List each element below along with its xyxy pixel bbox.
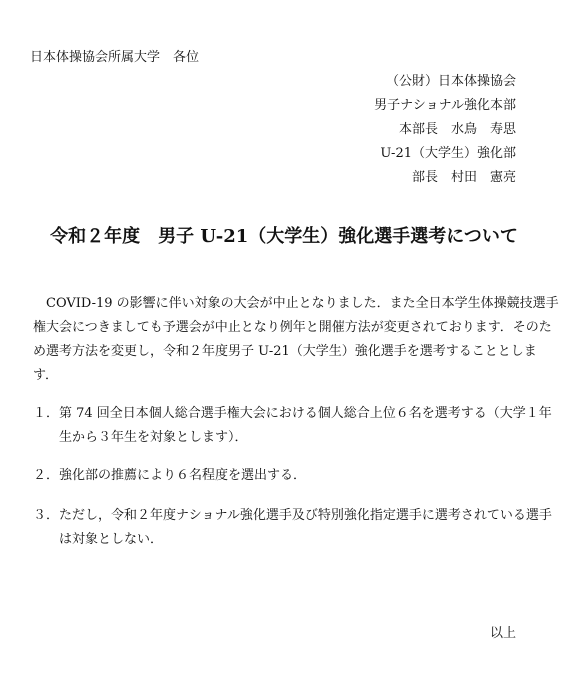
sender-department: 男子ナショナル強化本部 [374, 98, 516, 113]
list-item-1-line: １．第 74 回全日本個人総合選手権大会における個人総合上位６名を選考する（大学１年 [33, 406, 552, 421]
sender-subdepartment: U-21（大学生）強化部 [380, 146, 516, 161]
document-title: 令和２年度 男子 U-21（大学生）強化選手選考について [50, 226, 518, 247]
intro-line: 権大会につきましても予選会が中止となり例年と開催方法が変更されております．そのた [33, 320, 552, 335]
sender-manager: 部長 村田 憲亮 [411, 170, 516, 185]
sender-organization: （公財）日本体操協会 [385, 74, 516, 89]
intro-line: す． [33, 368, 58, 383]
intro-line: め選考方法を変更し，令和２年度男子 U-21（大学生）強化選手を選考することとしま [33, 344, 537, 359]
list-item-1-line: 生から３年生を対象とします）． [33, 430, 248, 445]
closing-mark: 以上 [489, 626, 516, 641]
sender-director: 本部長 水鳥 寿思 [398, 122, 516, 137]
intro-line: COVID-19 の影響に伴い対象の大会が中止となりました．また全日本学生体操競技選手 [33, 296, 559, 311]
list-item-3-line: は対象としない． [33, 532, 164, 547]
list-item-2-line: ２．強化部の推薦により６名程度を選出する． [33, 468, 307, 483]
list-item-3-line: ３．ただし，令和２年度ナショナル強化選手及び特別強化指定選手に選考されている選手 [33, 508, 552, 523]
addressee-line: 日本体操協会所属大学 各位 [30, 50, 200, 65]
